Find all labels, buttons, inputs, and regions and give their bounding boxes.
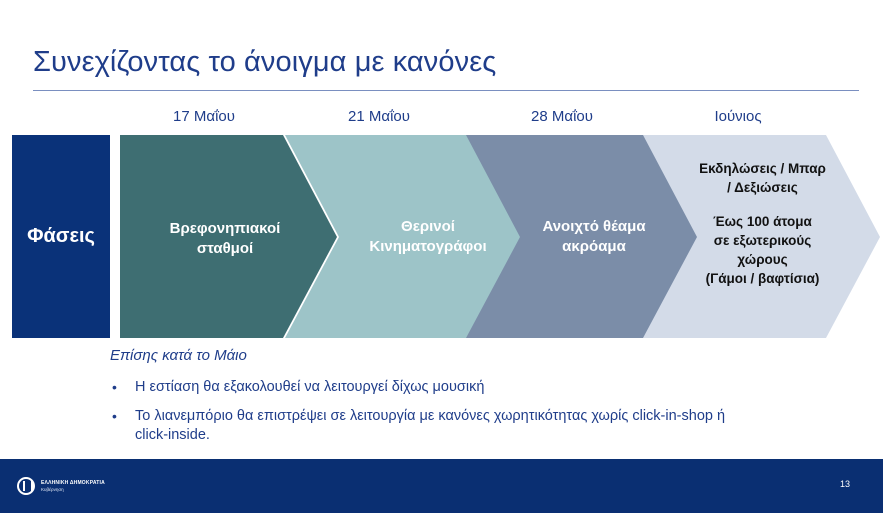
date-label-3: 28 Μαΐου [531,108,593,125]
date-label-2: 21 Μαΐου [348,108,410,125]
phase-label-4-spacer [680,197,845,212]
phase-label-4-line-7: (Γάμοι / βαφτίσια) [705,271,820,286]
government-emblem-icon [17,477,35,495]
subheading: Επίσης κατά το Μάιο [110,347,247,364]
phase-label-4-line-2: / Δεξιώσεις [727,180,798,195]
phase-label-4-line-5: σε εξωτερικούς [713,233,812,248]
bullet-list [110,378,730,455]
bullet-text-1: Η εστίαση θα εξακολουθεί να λειτουργεί δίχως μουσική [135,379,485,395]
phase-label-3 [514,217,674,257]
slide-title: Συνεχίζοντας το άνοιγμα με κανόνες [33,46,497,78]
bullet-text-2: Το λιανεμπόριο θα επιστρέψει σε λειτουργία με κανόνες χωρητικότητας χωρίς click-in-shop ή click-inside. [135,408,726,443]
footer-bar [0,459,883,513]
phase-label-3-line-2: ακρόαμα [562,238,626,255]
phase-label-2-line-1: Θερινοί [401,218,455,235]
phase-label-4-line-4: Έως 100 άτομα [713,214,812,229]
org-subtitle: Κυβέρνηση [41,487,64,492]
phase-label-3-line-1: Ανοιχτό θέαμα [542,218,646,235]
phase-label-4 [680,159,845,288]
phase-label-2 [343,217,513,257]
org-name: ΕΛΛΗΝΙΚΗ ΔΗΜΟΚΡΑΤΙΑ [41,480,105,486]
phase-label-2-line-2: Κινηματογράφοι [369,238,487,255]
bullet-icon: • [112,379,117,395]
date-label-4: Ιούνιος [714,108,762,125]
date-label-1: 17 Μαΐου [173,108,235,125]
page-number: 13 [840,479,851,489]
phase-label-1-line-2: σταθμοί [196,240,254,257]
phases-label: Φάσεις [27,225,95,247]
list-item [110,407,730,445]
phase-label-4-line-1: Εκδηλώσεις / Μπαρ [699,161,826,176]
phase-label-1 [140,219,310,259]
phase-label-4-line-6: χώρους [737,252,788,267]
list-item [110,378,730,397]
phase-label-1-line-1: Βρεφονηπιακοί [169,220,281,237]
bullet-icon: • [112,408,117,424]
